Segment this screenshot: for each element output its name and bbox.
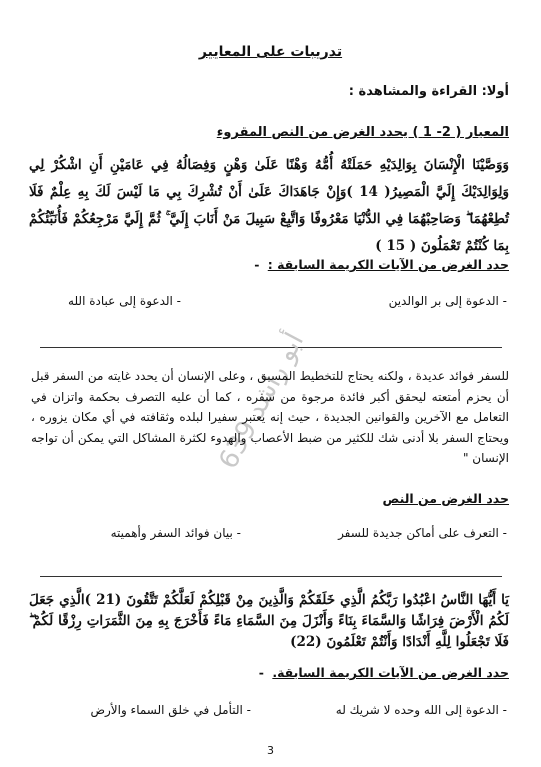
standard-label: المعيار ( 2- 1 ) يحدد الغرض من النص المقروء (216, 125, 509, 140)
question-3-label: حدد الغرض من الآيات الكريمة السابقة. (272, 665, 509, 680)
question-2-option-a: - التعرف على أماكن جديدة للسفر (338, 526, 507, 540)
question-1-label: حدد الغرض من الآيات الكريمة السابقة : (267, 257, 509, 272)
quran-verse-1: وَوَصَّيْنَا الْإِنْسَانَ بِوَالِدَيْهِ حَمَلَتْهُ أُمُّهُ وَهْنًا عَلَىٰ وَهْنٍ وَفِصَالُهُ فِي عَامَيْنِ أَنِ اشْكُرْ لِي وَلِوَالِدَيْكَ إِلَيَّ الْمَصِيرُ( 14 )وَإِنْ جَاهَدَاكَ عَلَىٰ أَنْ تُشْرِكَ بِي مَا لَيْسَ لَكَ بِهِ عِلْمٌ فَلَا تُطِعْهُمَا ۖ وَصَاحِبْهُمَا فِي الدُّنْيَا مَعْرُوفًا وَاتَّبِعْ سَبِيلَ مَنْ أَنَابَ إِلَيَّ ۚ ثُمَّ إِلَيَّ مَرْجِعُكُمْ فَأُنَبِّئُكُمْ بِمَا كُنْتُمْ تَعْمَلُونَ ( 15 ) (29, 157, 509, 254)
question-3-option-b: - التأمل في خلق السماء والأرض (90, 703, 251, 717)
answer-line-2 (40, 576, 502, 577)
question-3-option-a: - الدعوة إلى الله وحده لا شريك له (335, 703, 507, 717)
page-title: تدريبات على المعايير (198, 44, 343, 60)
question-2-option-b: - بيان فوائد السفر وأهميته (110, 526, 241, 540)
question-1-dash: - (254, 257, 260, 272)
question-2-label: حدد الغرض من النص (382, 491, 509, 506)
question-3-dash: - (258, 665, 264, 680)
question-1 (254, 257, 509, 272)
question-1-option-b: - الدعوة إلى عبادة الله (68, 294, 181, 308)
question-1-option-a: - الدعوة إلى بر الوالدين (388, 294, 507, 308)
section-heading-reading: أولا: القراءة والمشاهدة : (348, 84, 509, 99)
answer-line-1 (40, 347, 502, 348)
question-3 (259, 665, 509, 680)
watermark-text: أبو راشد 639 (213, 327, 311, 474)
paragraph-travel: للسفر فوائد عديدة ، ولكنه يحتاج للتخطيط المسبق ، وعلى الإنسان أن يحدد غايته من السفر قبل أن يحزم أمتعته ليحقق أكبر فائدة مرجوة من سفره ، كما أن عليه التصرف بحكمة واتزان في التعامل مع الآخرين والقوانين الجديدة ، حيث إنه يعتبر سفيرا لبلده وثقافته في أي مكان يزوره ، ويحتاج السفر بلا أدنى شك للكثير من ضبط الأعصاب والهدوء لكثرة المشاكل التي يمكن أن تواجه الإنسان " (31, 369, 509, 465)
page-number: 3 (267, 744, 274, 757)
quran-verse-2: يَا أَيُّهَا النَّاسُ اعْبُدُوا رَبَّكُمُ الَّذِي خَلَقَكُمْ وَالَّذِينَ مِنْ قَبْلِكُمْ لَعَلَّكُمْ تَتَّقُونَ (21 )الَّذِي جَعَلَ لَكُمُ الْأَرْضَ فِرَاشًا وَالسَّمَاءَ بِنَاءً وَأَنْزَلَ مِنَ السَّمَاءِ مَاءً فَأَخْرَجَ بِهِ مِنَ الثَّمَرَاتِ رِزْقًا لَكُمْ ۖ فَلَا تَجْعَلُوا لِلَّهِ أَنْدَادًا وَأَنْتُمْ تَعْلَمُونَ (22) (29, 592, 509, 650)
